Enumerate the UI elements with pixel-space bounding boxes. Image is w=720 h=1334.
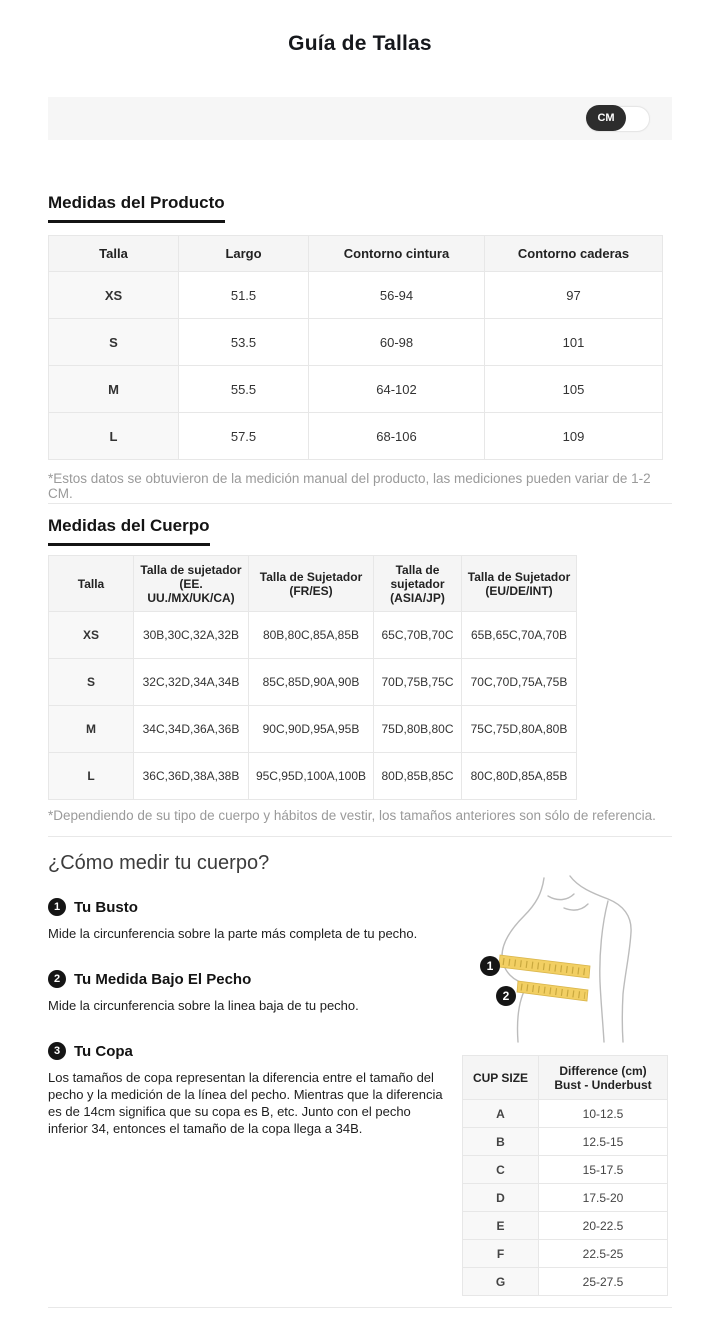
table-cell: 17.5-20 xyxy=(539,1184,668,1212)
body-table-note: *Dependiendo de su tipo de cuerpo y hábitos de vestir, los tamaños anteriores son sólo de referencia. xyxy=(48,808,656,823)
table-cell: 36C,36D,38A,38B xyxy=(134,753,249,800)
product-table-note: *Estos datos se obtuvieron de la medición manual del producto, las mediciones pueden variar de 1-2 CM. xyxy=(48,471,651,501)
product-measures-heading: Medidas del Producto xyxy=(48,193,225,223)
how-to-measure-heading: ¿Cómo medir tu cuerpo? xyxy=(48,852,270,874)
table-cell: 34C,34D,36A,36B xyxy=(134,706,249,753)
table-header-row xyxy=(49,236,663,272)
unit-toggle[interactable] xyxy=(586,106,650,132)
size-label: M xyxy=(49,706,134,753)
column-header: Talla de Sujetador (FR/ES) xyxy=(249,556,374,612)
step-underbust xyxy=(48,970,448,1014)
table-cell: 32C,32D,34A,34B xyxy=(134,659,249,706)
size-label: L xyxy=(49,413,179,460)
table-header-row xyxy=(49,556,577,612)
table-cell: 64-102 xyxy=(309,366,485,413)
cup-label: F xyxy=(463,1240,539,1268)
column-header: Largo xyxy=(179,236,309,272)
cup-label: B xyxy=(463,1128,539,1156)
unit-bar xyxy=(48,97,672,140)
step-title: Tu Medida Bajo El Pecho xyxy=(74,970,252,988)
table-row xyxy=(463,1100,668,1128)
cup-label: D xyxy=(463,1184,539,1212)
table-cell: 95C,95D,100A,100B xyxy=(249,753,374,800)
illustration-bust-badge: 1 xyxy=(480,956,500,976)
section-divider xyxy=(48,836,672,837)
illustration-underbust-badge: 2 xyxy=(496,986,516,1006)
size-label: XS xyxy=(49,612,134,659)
table-cell: 56-94 xyxy=(309,272,485,319)
table-cell: 55.5 xyxy=(179,366,309,413)
table-cell: 30B,30C,32A,32B xyxy=(134,612,249,659)
table-cell: 80C,80D,85A,85B xyxy=(462,753,577,800)
table-cell: 15-17.5 xyxy=(539,1156,668,1184)
table-row xyxy=(49,272,663,319)
table-row xyxy=(49,319,663,366)
table-cell: 101 xyxy=(485,319,663,366)
table-row xyxy=(49,366,663,413)
size-label: S xyxy=(49,659,134,706)
table-cell: 75C,75D,80A,80B xyxy=(462,706,577,753)
product-measures-table xyxy=(48,235,663,460)
step-number-badge: 1 xyxy=(48,898,66,916)
table-row xyxy=(49,659,577,706)
column-header-line: Difference (cm) xyxy=(559,1063,647,1078)
table-cell: 75D,80B,80C xyxy=(374,706,462,753)
table-cell: 68-106 xyxy=(309,413,485,460)
table-cell: 12.5-15 xyxy=(539,1128,668,1156)
cup-label: E xyxy=(463,1212,539,1240)
table-cell: 105 xyxy=(485,366,663,413)
table-cell: 25-27.5 xyxy=(539,1268,668,1296)
step-number-badge: 2 xyxy=(48,970,66,988)
measurement-illustration xyxy=(462,872,667,1044)
table-cell: 53.5 xyxy=(179,319,309,366)
table-row xyxy=(463,1128,668,1156)
table-cell: 97 xyxy=(485,272,663,319)
column-header: Talla xyxy=(49,236,179,272)
table-row xyxy=(49,753,577,800)
step-title: Tu Copa xyxy=(74,1042,133,1060)
column-header: Talla xyxy=(49,556,134,612)
table-row xyxy=(49,413,663,460)
table-row xyxy=(49,706,577,753)
size-label: L xyxy=(49,753,134,800)
cup-label: A xyxy=(463,1100,539,1128)
bottom-divider xyxy=(48,1307,672,1308)
table-cell: 65C,70B,70C xyxy=(374,612,462,659)
cup-label: G xyxy=(463,1268,539,1296)
page-title: Guía de Tallas xyxy=(288,32,432,55)
step-description: Mide la circunferencia sobre la parte más completa de tu pecho. xyxy=(48,926,418,941)
size-label: M xyxy=(49,366,179,413)
body-measures-heading: Medidas del Cuerpo xyxy=(48,516,210,546)
column-header: Talla de sujetador (EE. UU./MX/UK/CA) xyxy=(134,556,249,612)
step-description: Los tamaños de copa representan la diferencia entre el tamaño del pecho y la medición de la línea del pecho. Mientras que la diferencia es de 14cm significa que su copa es B, etc. Junto con el pecho inferior 34, entonces el tamaño de la copa llega a 34B. xyxy=(48,1070,443,1136)
table-row xyxy=(463,1268,668,1296)
cup-size-table xyxy=(462,1055,668,1296)
cup-label: C xyxy=(463,1156,539,1184)
table-cell: 20-22.5 xyxy=(539,1212,668,1240)
step-description: Mide la circunferencia sobre la linea baja de tu pecho. xyxy=(48,998,359,1013)
table-cell: 80D,85B,85C xyxy=(374,753,462,800)
table-cell: 90C,90D,95A,95B xyxy=(249,706,374,753)
step-title: Tu Busto xyxy=(74,898,138,916)
table-cell: 85C,85D,90A,90B xyxy=(249,659,374,706)
table-row xyxy=(463,1240,668,1268)
column-header-line: Bust - Underbust xyxy=(554,1077,652,1092)
column-header: CUP SIZE xyxy=(463,1056,539,1100)
table-row xyxy=(49,612,577,659)
size-label: XS xyxy=(49,272,179,319)
table-cell: 70D,75B,75C xyxy=(374,659,462,706)
table-cell: 10-12.5 xyxy=(539,1100,668,1128)
body-measures-table xyxy=(48,555,577,800)
column-header: Talla de sujetador (ASIA/JP) xyxy=(374,556,462,612)
column-header: Contorno cintura xyxy=(309,236,485,272)
table-row xyxy=(463,1156,668,1184)
step-cup xyxy=(48,1042,448,1137)
table-row xyxy=(463,1184,668,1212)
column-header xyxy=(539,1056,668,1100)
table-cell: 109 xyxy=(485,413,663,460)
table-cell: 65B,65C,70A,70B xyxy=(462,612,577,659)
table-cell: 70C,70D,75A,75B xyxy=(462,659,577,706)
table-cell: 51.5 xyxy=(179,272,309,319)
size-label: S xyxy=(49,319,179,366)
column-header: Talla de Sujetador (EU/DE/INT) xyxy=(462,556,577,612)
table-row xyxy=(463,1212,668,1240)
table-cell: 22.5-25 xyxy=(539,1240,668,1268)
table-cell: 80B,80C,85A,85B xyxy=(249,612,374,659)
section-divider xyxy=(48,503,672,504)
step-bust xyxy=(48,898,448,942)
step-number-badge: 3 xyxy=(48,1042,66,1060)
table-cell: 60-98 xyxy=(309,319,485,366)
column-header: Contorno caderas xyxy=(485,236,663,272)
unit-toggle-knob[interactable]: CM xyxy=(586,105,626,131)
table-header-row xyxy=(463,1056,668,1100)
table-cell: 57.5 xyxy=(179,413,309,460)
